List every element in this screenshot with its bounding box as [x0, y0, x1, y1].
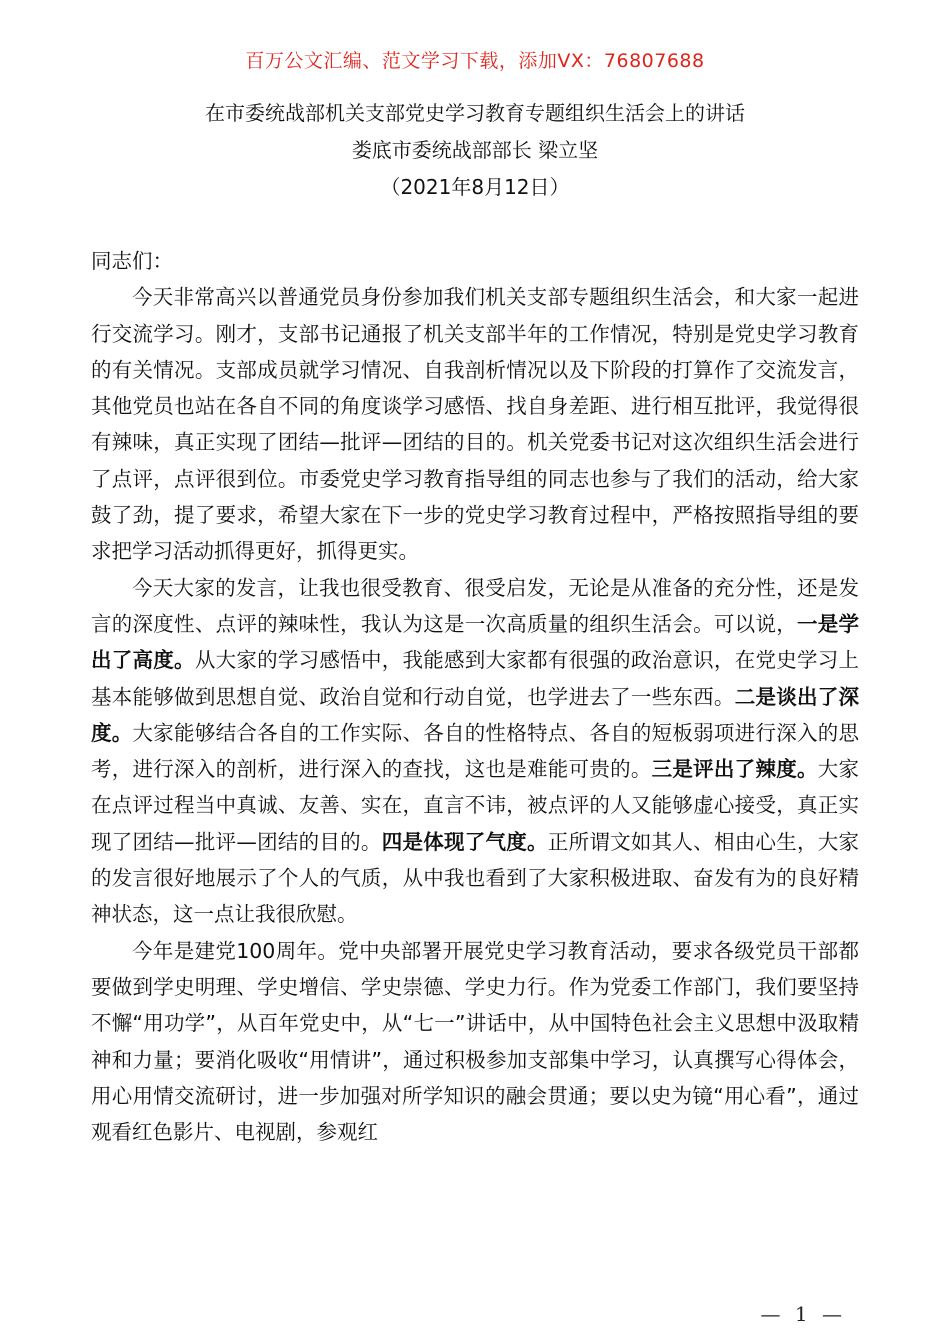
point-4-title: 四是体现了气度。 [381, 829, 548, 854]
speech-date: （2021年8月12日） [380, 175, 570, 199]
speech-title: 在市委统战部机关支部党史学习教育专题组织生活会上的讲话 [205, 101, 745, 125]
speech-body [91, 243, 859, 1150]
paragraph-2 [91, 570, 859, 933]
point-2-title: 二是谈出了深度。 [91, 684, 860, 745]
point-2-text: 大家能够结合各自的工作实际、各自的性格特点、各自的短板弱项进行深入的思考，进行深入的剖析，进行深入的查找，这也是难能可贵的。 [91, 720, 860, 782]
paragraph-1: 今天非常高兴以普通党员身份参加我们机关支部专题组织生活会，和大家一起进行交流学习。刚才，支部书记通报了机关支部半年的工作情况，特别是党史学习教育的有关情况。支部成员就学习情况、自我剖析情况以及下阶段的打算作了交流发言，其他党员也站在各自不同的角度谈学习感悟、找自身差距、进行相互批评，我觉得很有辣味，真正实现了团结—批评—团结的目的。机关党委书记对这次组织生活会进行了点评，点评很到位。市委党史学习教育指导组的同志也参与了我们的活动，给大家鼓了劲，提了要求，希望大家在下一步的党史学习教育过程中，严格按照指导组的要求把学习活动抓得更好，抓得更实。 [91, 285, 859, 564]
point-1-text: 从大家的学习感悟中，我能感到大家都有很强的政治意识，在党史学习上基本能够做到思想自觉、政治自觉和行动自觉，也学进去了一些东西。 [91, 648, 860, 709]
point-1-title: 一是学出了高度。 [91, 611, 860, 673]
point-3-text: 大家在点评过程当中真诚、友善、实在，直言不讳，被点评的人又能够虚心接受，真正实现了团结—批评—团结的目的。 [91, 757, 860, 854]
paragraph-3: 今年是建党100周年。党中央部署开展党史学习教育活动，要求各级党员干部都要做到学史明理、学史增信、学史崇德、学史力行。作为党委工作部门，我们要坚持不懈“用功学”，从百年党史中，从“七一”讲话中，从中国特色社会主义思想中汲取精神和力量；要消化吸收“用情讲”，通过积极参加支部集中学习，认真撰写心得体会，用心用情交流研讨，进一步加强对所学知识的融会贯通；要以史为镜“用心看”，通过观看红色影片、电视剧，参观红 [91, 938, 859, 1145]
download-banner: 百万公文汇编、范文学习下载，添加VX：76807688 [245, 50, 705, 72]
greeting: 同志们： [91, 249, 173, 273]
point-3-title: 三是评出了辣度。 [651, 757, 818, 782]
page-number: — 1 — [760, 1302, 846, 1326]
point-4-text: 正所谓文如其人、相由心生，大家的发言很好地展示了个人的气质，从中我也看到了大家积极进取、奋发有为的良好精神状态，这一点让我很欣慰。 [91, 829, 860, 927]
paragraph-2-intro: 今天大家的发言，让我也很受教育、很受启发，无论是从准备的充分性，还是发言的深度性、点评的辣味性，我认为这是一次高质量的组织生活会。可以说， [91, 575, 859, 636]
speaker-line: 娄底市委统战部部长 梁立坚 [351, 138, 599, 162]
